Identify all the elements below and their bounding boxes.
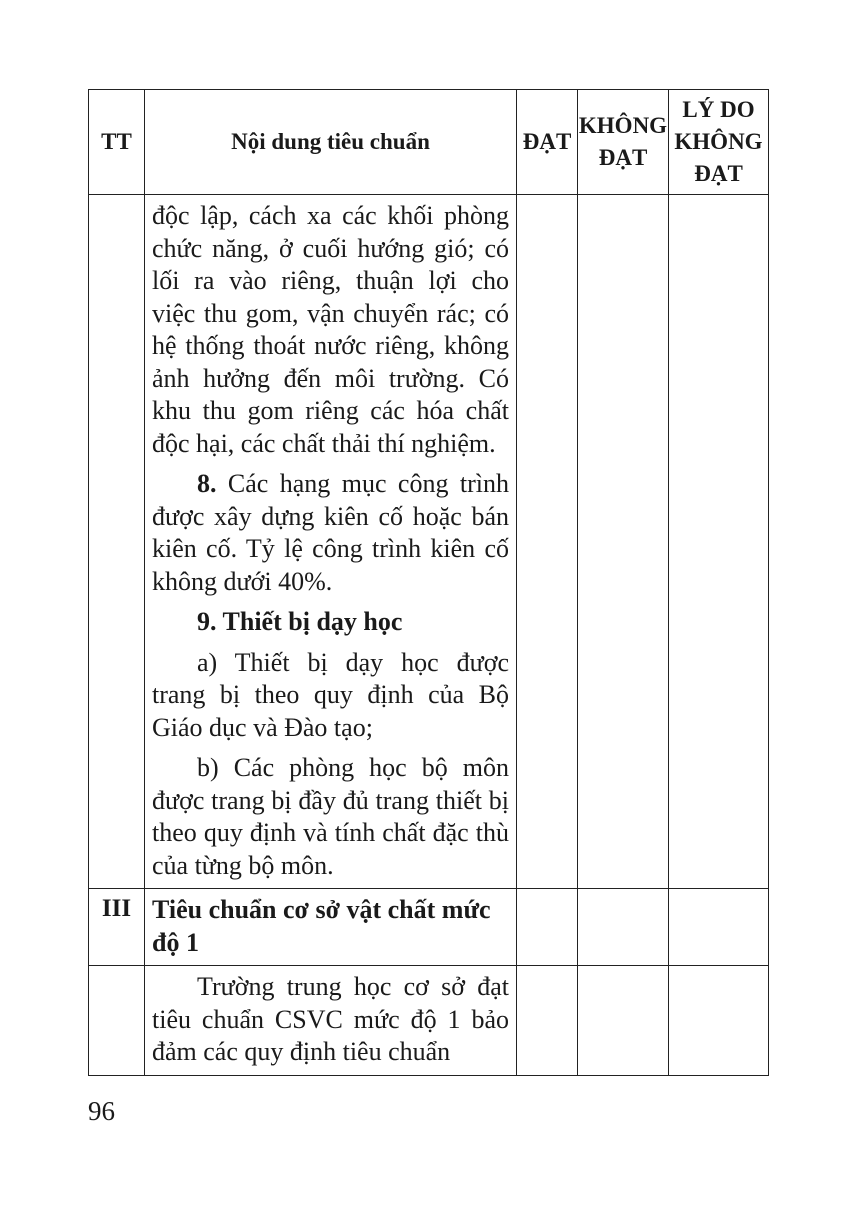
row3-ly-do-cell (669, 966, 769, 1076)
row1-item-number-8: 8. (197, 469, 217, 498)
row1-paragraph-5: b) Các phòng học bộ môn được trang bị đầy đủ trang thiết bị theo quy định và tính chất đặc thù của từng bộ môn. (152, 753, 509, 880)
row2-ly-do-cell (669, 889, 769, 966)
row2-tt: III (89, 889, 145, 966)
row1-ly-do-cell (669, 195, 769, 889)
header-khong-dat-line2: ĐẠT (598, 145, 648, 170)
table-row (89, 195, 769, 889)
row1-paragraph-1: độc lập, cách xa các khối phòng chức năng, ở cuối hướng gió; có lối ra vào riêng, thuận lợi cho việc thu gom, vận chuyển rác; có hệ thống thoát nước riêng, không ảnh hưởng đến môi trường. Có khu thu gom riêng các hóa chất độc hại, các chất thải thí nghiệm. (152, 201, 509, 458)
row3-paragraph: Trường trung học cơ sở đạt tiêu chuẩn CSVC mức độ 1 bảo đảm các quy định tiêu chuẩn (152, 972, 509, 1066)
header-khong-dat-line1: KHÔNG (578, 113, 668, 138)
table-header-row (89, 90, 769, 195)
header-ly-do-line3: ĐẠT (694, 161, 743, 186)
row2-dat-cell (517, 889, 578, 966)
header-ly-do-line1: LÝ DO (682, 97, 755, 122)
row3-content (145, 966, 517, 1076)
row1-paragraph-2 (152, 468, 509, 598)
row3-tt (89, 966, 145, 1076)
row1-paragraph-4: a) Thiết bị dạy học được trang bị theo quy định của Bộ Giáo dục và Đào tạo; (152, 647, 509, 742)
row3-khong-dat-cell (578, 966, 669, 1076)
row1-khong-dat-cell (578, 195, 669, 889)
table-row (89, 966, 769, 1076)
header-khong-dat (578, 90, 669, 195)
row1-paragraph-3: 9. Thiết bị dạy học (197, 607, 403, 636)
table-row (89, 889, 769, 966)
row3-dat-cell (517, 966, 578, 1076)
header-content: Nội dung tiêu chuẩn (145, 90, 517, 195)
header-tt: TT (89, 90, 145, 195)
row2-content: Tiêu chuẩn cơ sở vật chất mức độ 1 (145, 889, 517, 966)
header-ly-do (669, 90, 769, 195)
header-ly-do-line2: KHÔNG (674, 129, 763, 154)
row1-item-text-8: Các hạng mục công trình được xây dựng kiên cố hoặc bán kiên cố. Tỷ lệ công trình kiên cố không dưới 40%. (152, 469, 509, 596)
standards-table (88, 89, 769, 1076)
row1-dat-cell (517, 195, 578, 889)
header-dat: ĐẠT (517, 90, 578, 195)
row2-khong-dat-cell (578, 889, 669, 966)
row1-content (145, 195, 517, 889)
row1-tt (89, 195, 145, 889)
page-number: 96 (88, 1096, 115, 1126)
